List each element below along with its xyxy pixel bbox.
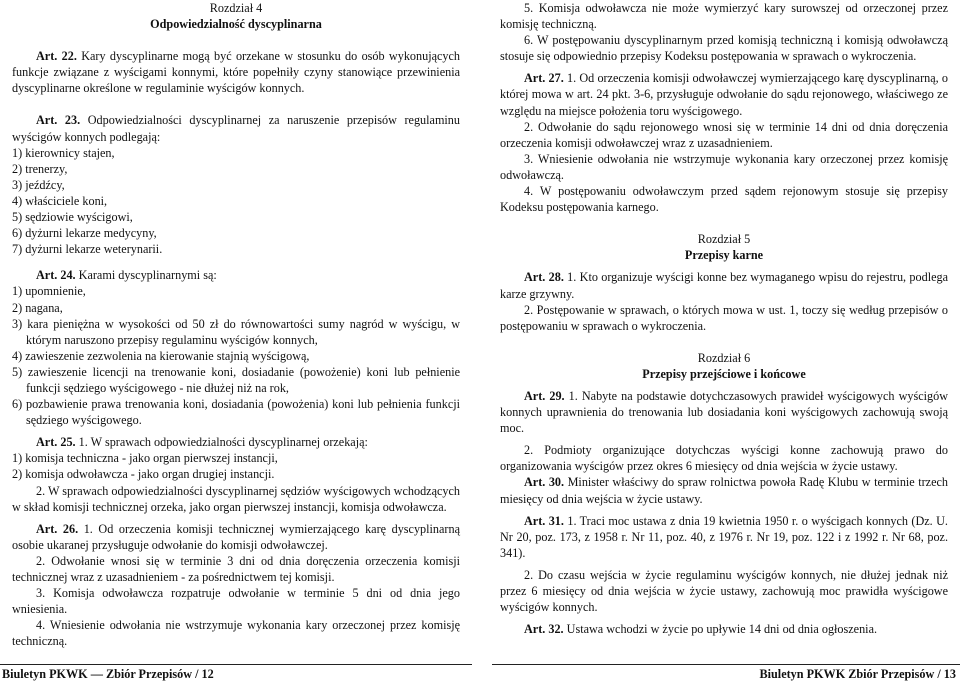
art-22: Art. 22. Kary dyscyplinarne mogą być orzekane w stosunku do osób wykonujących funkcje związane z wyścigami konnymi, które popełniły czyny stanowiące przewinienia dyscyplinarne określone w regulaminie wyścigów konnych. [12, 49, 460, 96]
art-27-para-3: 3. Wniesienie odwołania nie wstrzymuje wykonania kary orzeczonej przez komisję odwoławczą. [500, 151, 948, 182]
art-24: Art. 24. Karami dyscyplinarnymi są: [36, 268, 217, 283]
art-27-para-2: 2. Odwołanie do sądu rejonowego wnosi się w terminie 14 dni od dnia doręczenia orzeczenia komisji odwoławczej wraz z uzasadnieniem. [500, 119, 948, 150]
art-23-item: 5) sędziowie wyścigowi, [12, 210, 133, 225]
art-24-item: 5) zawieszenie licencji na trenowanie koni, dosiadanie (powożenie) koni lub pełnienie funkcji sędziego wyścigowego - nie dłużej niż na rok, [12, 364, 460, 395]
art-31: Art. 31. 1. Traci moc ustawa z dnia 19 kwietnia 1950 r. o wyścigach konnych (Dz. U. Nr 20, poz. 173, z 1958 r. Nr 11, poz. 40, z 1976 r. Nr 19, poz. 122 i z 1992 r. Nr 68, poz. 341). [500, 513, 948, 560]
art-27-para-4: 4. W postępowaniu odwoławczym przed sądem rejonowym stosuje się przepisy Kodeksu postępowania karnego. [500, 184, 948, 215]
art-24-item: 4) zawieszenie zezwolenia na kierowanie stajnią wyścigową, [12, 348, 310, 363]
footer-right: Biuletyn PKWK Zbiór Przepisów / 13 [492, 664, 960, 683]
art-24-item: 3) kara pieniężna w wysokości od 50 zł do równowartości sumy nagród w wyścigu, w którym naruszono przepisy regulaminu wyścigów konnych, [12, 316, 460, 347]
art-23-item: 6) dyżurni lekarze medycyny, [12, 226, 157, 241]
chapter-4-heading: Rozdział 4 [209, 1, 263, 15]
art-25-para-2: 2. W sprawach odpowiedzialności dyscyplinarnej sędziów wyścigowych wchodzących w skład komisji technicznej orzeka, jako organ pierwszej instancji, komisja odwoławcza. [12, 483, 460, 514]
art-32: Art. 32. Ustawa wchodzi w życie po upływie 14 dni od dnia ogłoszenia. [524, 622, 878, 637]
art-24-item: 2) nagana, [12, 300, 63, 315]
art-23-item: 4) właściciele koni, [12, 193, 108, 208]
art-23-item: 1) kierownicy stajen, [12, 145, 115, 160]
chapter-6-heading: Rozdział 6 [697, 350, 751, 365]
chapter-4-title: Odpowiedzialność dyscyplinarna [150, 17, 322, 32]
art-23: Art. 23. Odpowiedzialności dyscyplinarnej za naruszenie przepisów regulaminu wyścigów konnych podlegają: [12, 113, 460, 144]
art-30: Art. 30. Minister właściwy do spraw rolnictwa powoła Radę Klubu w terminie trzech miesięcy od dnia wejścia w życie ustawy. [500, 475, 948, 506]
art-26-para-3: 3. Komisja odwoławcza rozpatruje odwołanie w terminie 5 dni od dnia jego wniesienia. [12, 586, 460, 617]
left-page [12, 0, 460, 649]
art-31-para-2: 2. Do czasu wejścia w życie regulaminu wyścigów konnych, nie dłużej jednak niż przez 6 miesięcy od dnia wejścia w życie ustawy, zachowują moc prawidła wyścigowe wyścigów konnych. [500, 567, 948, 615]
art-25-item: 1) komisja techniczna - jako organ pierwszej instancji, [12, 451, 278, 466]
chapter-5-title: Przepisy karne [684, 248, 764, 263]
art-28: Art. 28. 1. Kto organizuje wyścigi konne bez wymaganego wpisu do rejestru, podlega karze grzywny. [500, 270, 948, 301]
art-28-para-2: 2. Postępowanie w sprawach, o których mowa w ust. 1, toczy się według przepisów o postępowaniu w sprawach o wykroczenia. [500, 302, 948, 333]
art-23-item: 7) dyżurni lekarze weterynarii. [12, 242, 163, 257]
art-29-para-2: 2. Podmioty organizujące dotychczas wyścigi konne zachowują prawo do organizowania wyścigów przez okres 6 miesięcy od dnia wejścia w życie ustawy. [500, 443, 948, 474]
art-27: Art. 27. 1. Od orzeczenia komisji odwoławczej wymierzającego karę dyscyplinarną, o której mowa w art. 24 pkt. 3-6, przysługuje odwołanie do sądu rejonowego, właściwego ze względu na miejsce położenia toru wyścigowego. [500, 71, 948, 118]
chapter-5-heading: Rozdział 5 [697, 232, 751, 247]
art-29: Art. 29. 1. Nabyte na podstawie dotychczasowych prawideł wyścigowych wyścigów konnych uprawnienia do trenowania lub dosiadania koni wyścigowych zachowują swoją moc. [500, 388, 948, 436]
art-26-para-2: 2. Odwołanie wnosi się w terminie 3 dni od dnia doręczenia orzeczenia komisji technicznej wraz z uzasadnieniem - za pośrednictwem tej komisji. [12, 553, 460, 584]
art-23-item: 3) jeźdźcy, [12, 177, 65, 192]
art-23-item: 2) trenerzy, [12, 161, 68, 176]
footer-left: Biuletyn PKWK — Zbiór Przepisów / 12 [0, 664, 472, 683]
art-26-para-6: 6. W postępowaniu dyscyplinarnym przed komisją techniczną i komisją odwoławczą stosuje się odpowiednio przepisy Kodeksu postępowania w sprawach o wykroczenia. [500, 33, 948, 64]
art-24-item: 1) upomnienie, [12, 284, 86, 299]
art-24-item: 6) pozbawienie prawa trenowania koni, dosiadania (powożenia) koni lub pełnienia funkcji sędziego wyścigowego. [12, 397, 460, 428]
chapter-6-title: Przepisy przejściowe i końcowe [642, 366, 806, 381]
art-25-item: 2) komisja odwoławcza - jako organ drugiej instancji. [12, 467, 275, 482]
art-26-para-4: 4. Wniesienie odwołania nie wstrzymuje wykonania kary orzeczonej przez komisję techniczną. [12, 618, 460, 649]
art-26: Art. 26. 1. Od orzeczenia komisji technicznej wymierzającego karę dyscyplinarną osobie ukaranej przysługuje odwołanie do komisji odwoławczej. [12, 521, 460, 552]
right-page [500, 0, 948, 637]
art-25: Art. 25. 1. W sprawach odpowiedzialności dyscyplinarnej orzekają: [36, 435, 368, 450]
art-26-para-5: 5. Komisja odwoławcza nie może wymierzyć kary surowszej od orzeczonej przez komisję techniczną. [500, 1, 948, 32]
